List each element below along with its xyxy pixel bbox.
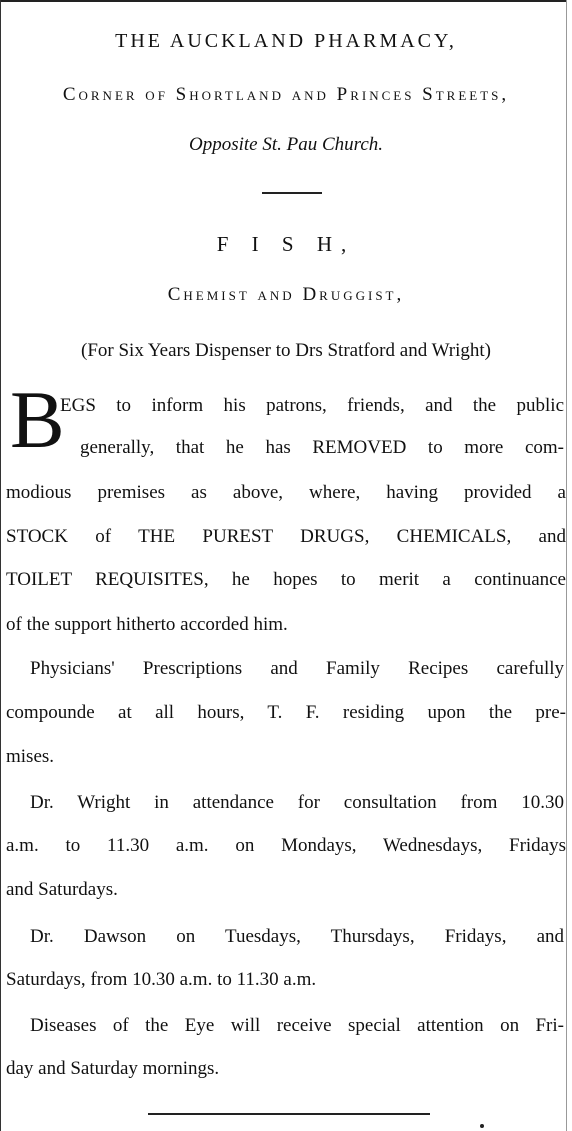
body-line-9: mises.: [6, 746, 55, 767]
short-divider: [262, 192, 322, 194]
body-line-3: modious premises as above, where, having provided a: [6, 482, 566, 503]
opposite-line: Opposite St. Pau Church.: [188, 134, 384, 155]
body-line-1: EGS to inform his patrons, friends, and the public: [60, 395, 564, 416]
body-line-11: a.m. to 11.30 a.m. on Mondays, Wednesdays, Fridays: [6, 835, 566, 856]
body-line-10: Dr. Wright in attendance for consultation from 10.30: [30, 792, 564, 813]
bottom-divider: [148, 1113, 430, 1115]
body-line-16: day and Saturday mornings.: [6, 1058, 220, 1079]
right-border: [566, 0, 567, 1131]
drop-cap: B: [10, 374, 65, 465]
body-line-4: STOCK of THE PUREST DRUGS, CHEMICALS, and: [6, 526, 566, 547]
proprietor-name: F I S H,: [216, 232, 356, 256]
left-border: [0, 0, 1, 1131]
body-line-5: TOILET REQUISITES, he hopes to merit a continuance: [6, 569, 566, 590]
body-line-8: compounde at all hours, T. F. residing upon the pre-: [6, 702, 566, 723]
body-line-15: Diseases of the Eye will receive special attention on Fri-: [30, 1015, 564, 1036]
body-line-12: and Saturdays.: [6, 879, 118, 900]
body-line-7: Physicians' Prescriptions and Family Recipes carefully: [30, 658, 564, 679]
profession-line: Chemist and Druggist,: [167, 284, 405, 305]
former-role-line: (For Six Years Dispenser to Drs Stratford and Wright): [81, 340, 491, 361]
body-line-6: of the support hitherto accorded him.: [6, 614, 288, 635]
body-line-2: generally, that he has REMOVED to more com-: [80, 437, 564, 458]
body-line-14: Saturdays, from 10.30 a.m. to 11.30 a.m.: [6, 969, 317, 990]
address-line: Corner of Shortland and Princes Streets,: [62, 84, 510, 105]
top-border: [0, 0, 566, 2]
body-line-13: Dr. Dawson on Tuesdays, Thursdays, Fridays, and: [30, 926, 564, 947]
ink-mark: [480, 1124, 484, 1128]
pharmacy-title: THE AUCKLAND PHARMACY,: [115, 30, 457, 52]
